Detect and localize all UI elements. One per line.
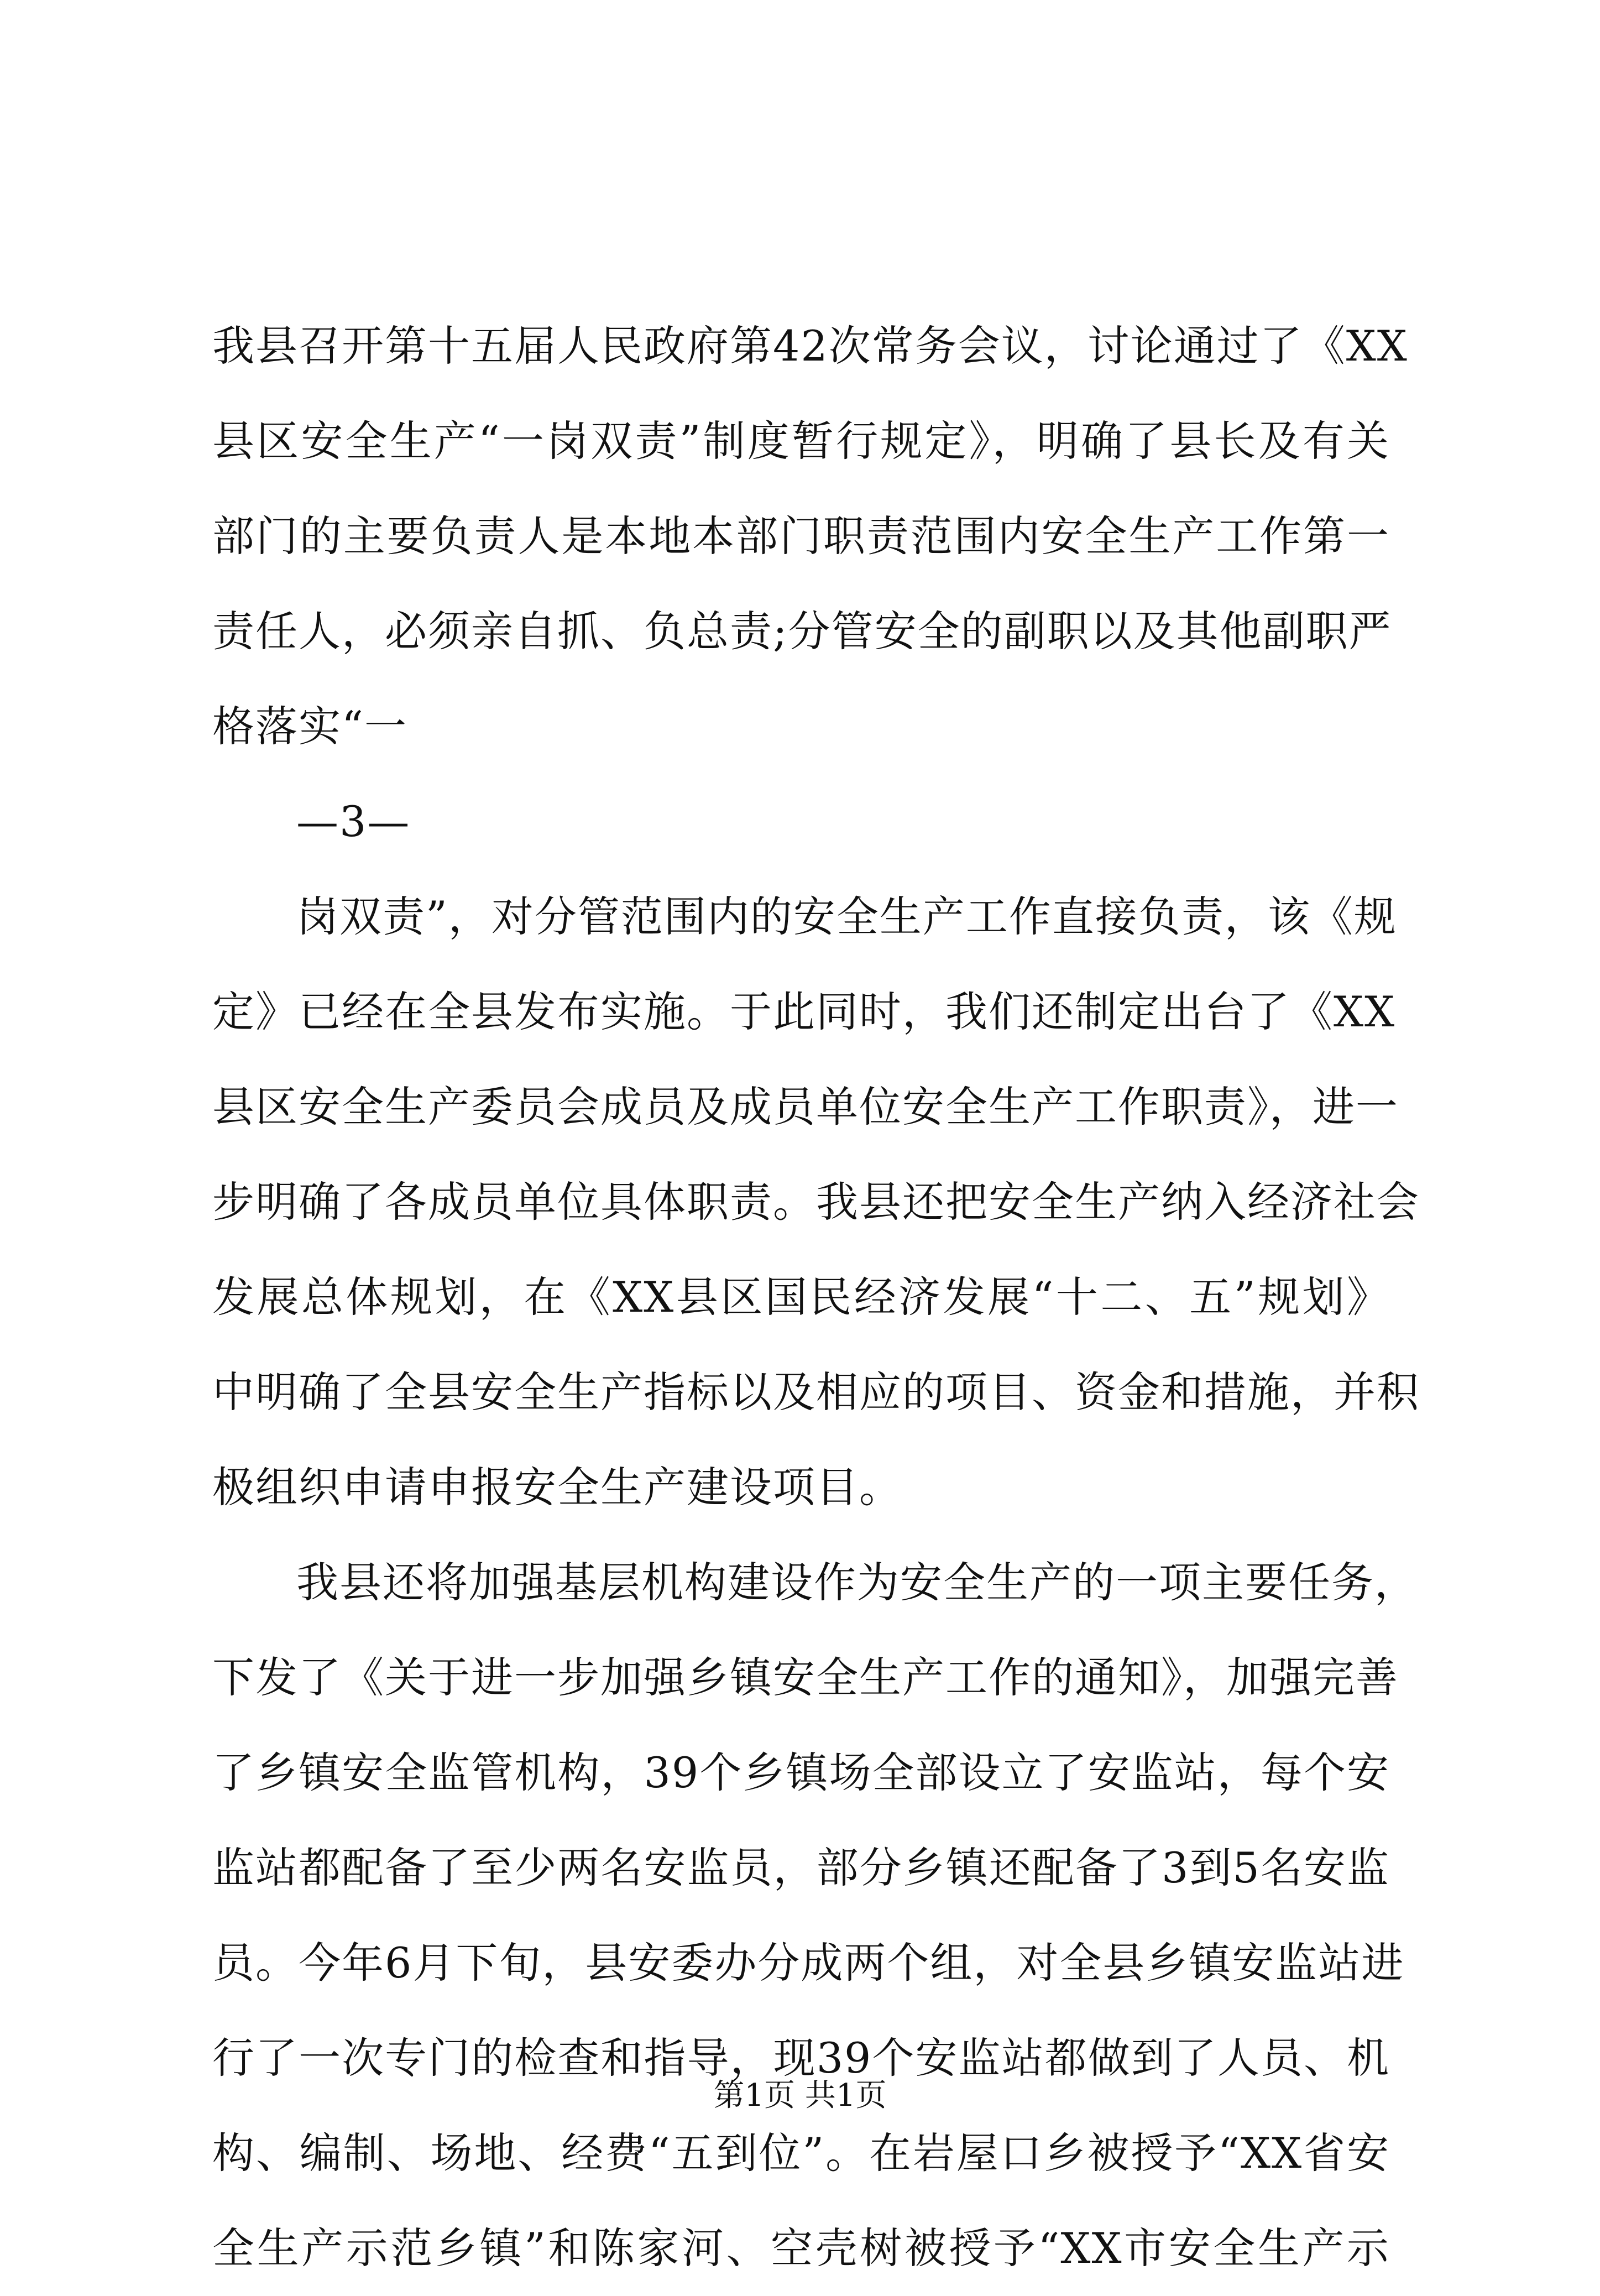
text-line: 行了一次专门的检查和指导，现39个安监站都做到了人员、机: [212, 2033, 1390, 2083]
text-line: 县区安全生产委员会成员及成员单位安全生产工作职责》，进一: [212, 1082, 1399, 1131]
text-line: 我县召开第十五届人民政府第42次常务会议，讨论通过了《XX: [212, 321, 1408, 371]
document-body: [212, 299, 1420, 2296]
text-line: 中明确了全县安全生产指标以及相应的项目、资金和措施，并积: [212, 1368, 1420, 1417]
text-line: 部门的主要负责人是本地本部门职责范围内安全生产工作第一: [212, 512, 1390, 561]
text-line: 员。今年6月下旬，县安委办分成两个组，对全县乡镇安监站进: [212, 1938, 1405, 1987]
page-count-label: 第1页 共1页: [713, 2078, 887, 2114]
text-line: 定》已经在全县发布实施。于此同时，我们还制定出台了《XX: [212, 987, 1396, 1036]
text-line: 全生产示范乡镇”和陈家河、空壳树被授予“XX市安全生产示: [212, 2224, 1390, 2273]
text-line: 县区安全生产“一岗双责”制度暂行规定》，明确了县长及有关: [212, 416, 1390, 466]
text-line: 了乡镇安全监管机构，39个乡镇场全部设立了安监站，每个安: [212, 1748, 1390, 1797]
text-line: 责任人，必须亲自抓、负总责;分管安全的副职以及其他副职严: [212, 607, 1392, 656]
text-line: 步明确了各成员单位具体职责。我县还把安全生产纳入经济社会: [212, 1177, 1420, 1227]
text-line: 构、编制、场地、经费“五到位”。在岩屋口乡被授予“XX省安: [212, 2128, 1390, 2178]
page-footer: [0, 2074, 1600, 2118]
text-line: 发展总体规划，在《XX县区国民经济发展“十二、五”规划》: [212, 1272, 1390, 1322]
inline-page-number: —3—: [296, 797, 411, 846]
text-line: 岗双责”，对分管范围内的安全生产工作直接负责，该《规: [296, 892, 1397, 941]
text-line: 监站都配备了至少两名安监员，部分乡镇还配备了3到5名安监: [212, 1843, 1390, 1892]
text-line: 下发了《关于进一步加强乡镇安全生产工作的通知》，加强完善: [212, 1653, 1399, 1702]
text-line: 我县还将加强基层机构建设作为安全生产的一项主要任务，: [296, 1558, 1418, 1607]
text-line: 极组织申请申报安全生产建设项目。: [212, 1463, 902, 1512]
text-line: 格落实“一: [212, 702, 407, 751]
